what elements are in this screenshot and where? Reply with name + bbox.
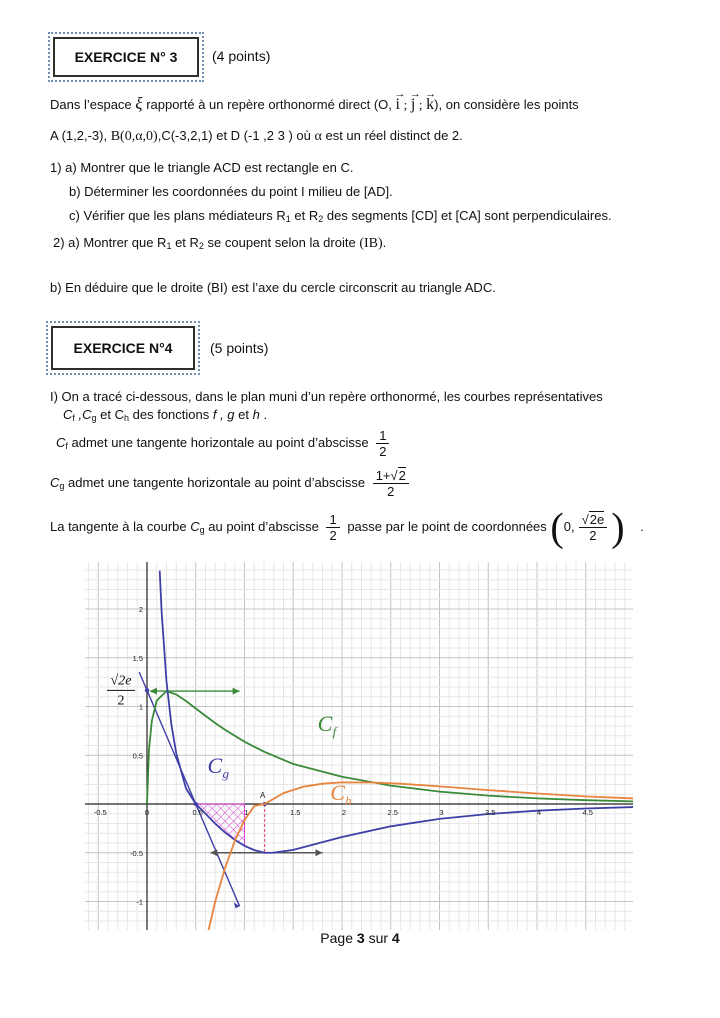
point-a-label: A bbox=[260, 791, 266, 800]
frac-num-3: 1 bbox=[326, 512, 339, 528]
curve-Cf bbox=[147, 691, 633, 804]
x-tick-label: 3 bbox=[439, 808, 444, 817]
page-total: 4 bbox=[391, 930, 400, 946]
frac-num-root: 2 bbox=[398, 468, 406, 484]
exercise-4-points: (5 points) bbox=[210, 340, 269, 356]
cg-line-c: C bbox=[50, 475, 60, 490]
y-tick-label: -1 bbox=[136, 897, 143, 907]
ex3-points-line bbox=[50, 128, 463, 145]
frac-den: 2 bbox=[379, 444, 387, 460]
tg-text-d: au point d’abscisse bbox=[204, 519, 319, 534]
ex4-intro-2 bbox=[63, 407, 267, 426]
ex3-q2a-sub2: 2 bbox=[198, 241, 204, 251]
page-sep: sur bbox=[368, 930, 389, 946]
alpha-symbol: α bbox=[314, 129, 322, 144]
x-tick-label: 2.5 bbox=[387, 808, 398, 817]
ex3-q2a bbox=[53, 235, 386, 254]
vector-i: → i bbox=[396, 97, 400, 113]
frac-root2e-half bbox=[579, 512, 608, 543]
xi-symbol: ξ bbox=[135, 94, 143, 113]
frac-one-plus-root2-half bbox=[373, 468, 409, 499]
y-tick-label: 0.5 bbox=[132, 751, 143, 761]
y-tick-label: 1.5 bbox=[132, 653, 143, 663]
ex3-intro-a: Dans l’espace bbox=[50, 97, 132, 112]
y-tick-label: 1 bbox=[138, 702, 143, 712]
ex3-intro-b: rapporté à un repère orthonormé direct (O, bbox=[146, 97, 392, 112]
point-b: B(0,α,0) bbox=[110, 129, 158, 144]
paren-close: ) bbox=[611, 504, 625, 550]
curve-label-Ch: C bbox=[330, 780, 345, 806]
ex4-cg-line bbox=[50, 466, 413, 503]
ch-sub: h bbox=[124, 413, 130, 423]
ex4-intro-1: I) On a tracé ci-dessous, dans le plan muni d’un repère orthonormé, les courbes représentatives bbox=[50, 389, 603, 404]
curve-label-Cf: C bbox=[317, 710, 333, 736]
cg-line-text: admet une tangente horizontale au point d’abscisse bbox=[64, 475, 366, 490]
point-c-d: ,C(-3,2,1) et D (-1 ,2 3 ) où bbox=[157, 128, 311, 143]
exercise-3-title: EXERCICE N° 3 bbox=[53, 37, 199, 77]
ex3-points-end: est un réel distinct de 2. bbox=[325, 128, 463, 143]
curve-label-sub-Cf: f bbox=[332, 723, 337, 739]
ex3-q2a-c: et R bbox=[171, 235, 199, 250]
ex3-q2b: b) En déduire que le droite (BI) est l’axe du cercle circonscrit au triangle ADC. bbox=[50, 280, 496, 295]
cf-c: C bbox=[63, 407, 73, 422]
frac-tangent-half bbox=[326, 512, 339, 543]
line-ib: (IB) bbox=[359, 236, 383, 251]
ex3-q2a-g: . bbox=[382, 235, 387, 250]
ex3-sep-2: ; bbox=[418, 97, 423, 112]
point-a: A (1,2,-3), bbox=[50, 128, 108, 143]
curve-label-Cg: C bbox=[207, 752, 223, 778]
x-tick-label: 4 bbox=[536, 808, 542, 817]
curve-label-sub-Ch: h bbox=[345, 793, 352, 809]
frac-num-2: 1+√2 bbox=[373, 468, 409, 484]
frac-den-2: 2 bbox=[387, 484, 395, 500]
tg-c: C bbox=[190, 519, 200, 534]
frac-num: 1 bbox=[376, 428, 389, 444]
tg-sub: g bbox=[199, 525, 205, 535]
ex3-q1c-sub2: 2 bbox=[318, 214, 324, 224]
x-tick-label: 2 bbox=[341, 808, 347, 817]
ex3-q2a-e: se coupent selon la droite bbox=[203, 235, 356, 250]
frac-one-half bbox=[376, 428, 389, 459]
cg-sub: g bbox=[91, 413, 97, 423]
ex3-q1c-sub1: 1 bbox=[285, 214, 291, 224]
ex3-intro-c: ), on considère les points bbox=[434, 97, 579, 112]
ex3-q1c-a: c) Vérifier que les plans médiateurs R bbox=[69, 208, 286, 223]
page-current: 3 bbox=[356, 930, 365, 946]
tg-text-e: passe par le point de coordonnées bbox=[347, 519, 547, 534]
cf-line-sub: f bbox=[65, 441, 68, 451]
tg-end-dot: . bbox=[640, 519, 644, 534]
dot-text: . bbox=[259, 407, 268, 422]
cg-arrow-left bbox=[210, 849, 217, 856]
y-tick-label: -0.5 bbox=[130, 848, 143, 858]
frac-num-one-plus: 1+ bbox=[375, 468, 391, 484]
paren-open: ( bbox=[550, 504, 564, 550]
h-name: h bbox=[252, 407, 260, 422]
cg-c: ,C bbox=[74, 407, 92, 422]
ex3-q1b: b) Déterminer les coordonnées du point I milieu de [AD]. bbox=[69, 184, 393, 199]
functions-text: des fonctions bbox=[129, 407, 213, 422]
x-tick-label: 0 bbox=[144, 808, 149, 817]
exercise-4-title: EXERCICE N°4 bbox=[51, 326, 195, 370]
page-label: Page bbox=[320, 930, 353, 946]
frac-den-4: 2 bbox=[589, 528, 597, 544]
ex3-q1c bbox=[69, 208, 612, 227]
tg-text-a: La tangente à la courbe bbox=[50, 519, 191, 534]
ex4-tangent-line bbox=[50, 504, 644, 550]
frac-den-3: 2 bbox=[329, 528, 337, 544]
ch-et: et C bbox=[96, 407, 125, 422]
cf-line-c: C bbox=[56, 435, 66, 450]
y-special-label-den: 2 bbox=[117, 693, 125, 709]
exercise-3-title-box bbox=[48, 32, 204, 82]
cg-line-sub: g bbox=[59, 481, 65, 491]
grid bbox=[85, 562, 633, 930]
page-footer bbox=[0, 930, 720, 946]
exercise-3-points: (4 points) bbox=[212, 48, 271, 64]
frac-num-4-root: 2e bbox=[589, 512, 605, 528]
ex3-q1a: 1) a) Montrer que le triangle ACD est rectangle en C. bbox=[50, 160, 354, 175]
vector-k: → k bbox=[426, 97, 434, 113]
x-tick-label: 0.5 bbox=[192, 808, 203, 817]
frac-num-4: √2e bbox=[579, 512, 608, 528]
x-tick-label: 1.5 bbox=[290, 808, 301, 817]
cf-arrow-left bbox=[150, 688, 157, 695]
f-g-names: f , g bbox=[212, 407, 235, 422]
curves bbox=[144, 571, 633, 930]
cg-arrow-right bbox=[316, 849, 323, 856]
ex4-cf-line bbox=[56, 426, 393, 463]
curve-label-sub-Cg: g bbox=[222, 765, 229, 781]
function-graph bbox=[85, 562, 633, 930]
point-coord-zero: 0, bbox=[563, 519, 575, 534]
ex3-q2a-sub1: 1 bbox=[166, 241, 172, 251]
y-tick-label: 2 bbox=[138, 605, 143, 614]
et-text: et bbox=[234, 407, 253, 422]
cf-line-text: admet une tangente horizontale au point d’abscisse bbox=[67, 435, 369, 450]
y-special-label-num: √2e bbox=[110, 673, 132, 689]
x-tick-label: 1 bbox=[244, 808, 249, 817]
point-intercept bbox=[145, 688, 149, 692]
ex3-q1c-c: et R bbox=[290, 208, 319, 223]
x-tick-label: -0.5 bbox=[93, 808, 107, 817]
cf-arrow-right bbox=[233, 688, 240, 695]
vector-j: → j bbox=[411, 97, 415, 113]
ex3-q1c-e: des segments [CD] et [CA] sont perpendiculaires. bbox=[323, 208, 612, 223]
ex3-sep-1: ; bbox=[403, 97, 408, 112]
ex3-q2a-a: 2) a) Montrer que R bbox=[53, 235, 167, 250]
ex3-intro-line bbox=[50, 96, 579, 113]
cf-sub: f bbox=[72, 413, 75, 423]
exercise-4-title-box bbox=[46, 321, 200, 375]
x-tick-label: 4.5 bbox=[582, 808, 593, 817]
x-tick-label: 3.5 bbox=[485, 808, 496, 817]
